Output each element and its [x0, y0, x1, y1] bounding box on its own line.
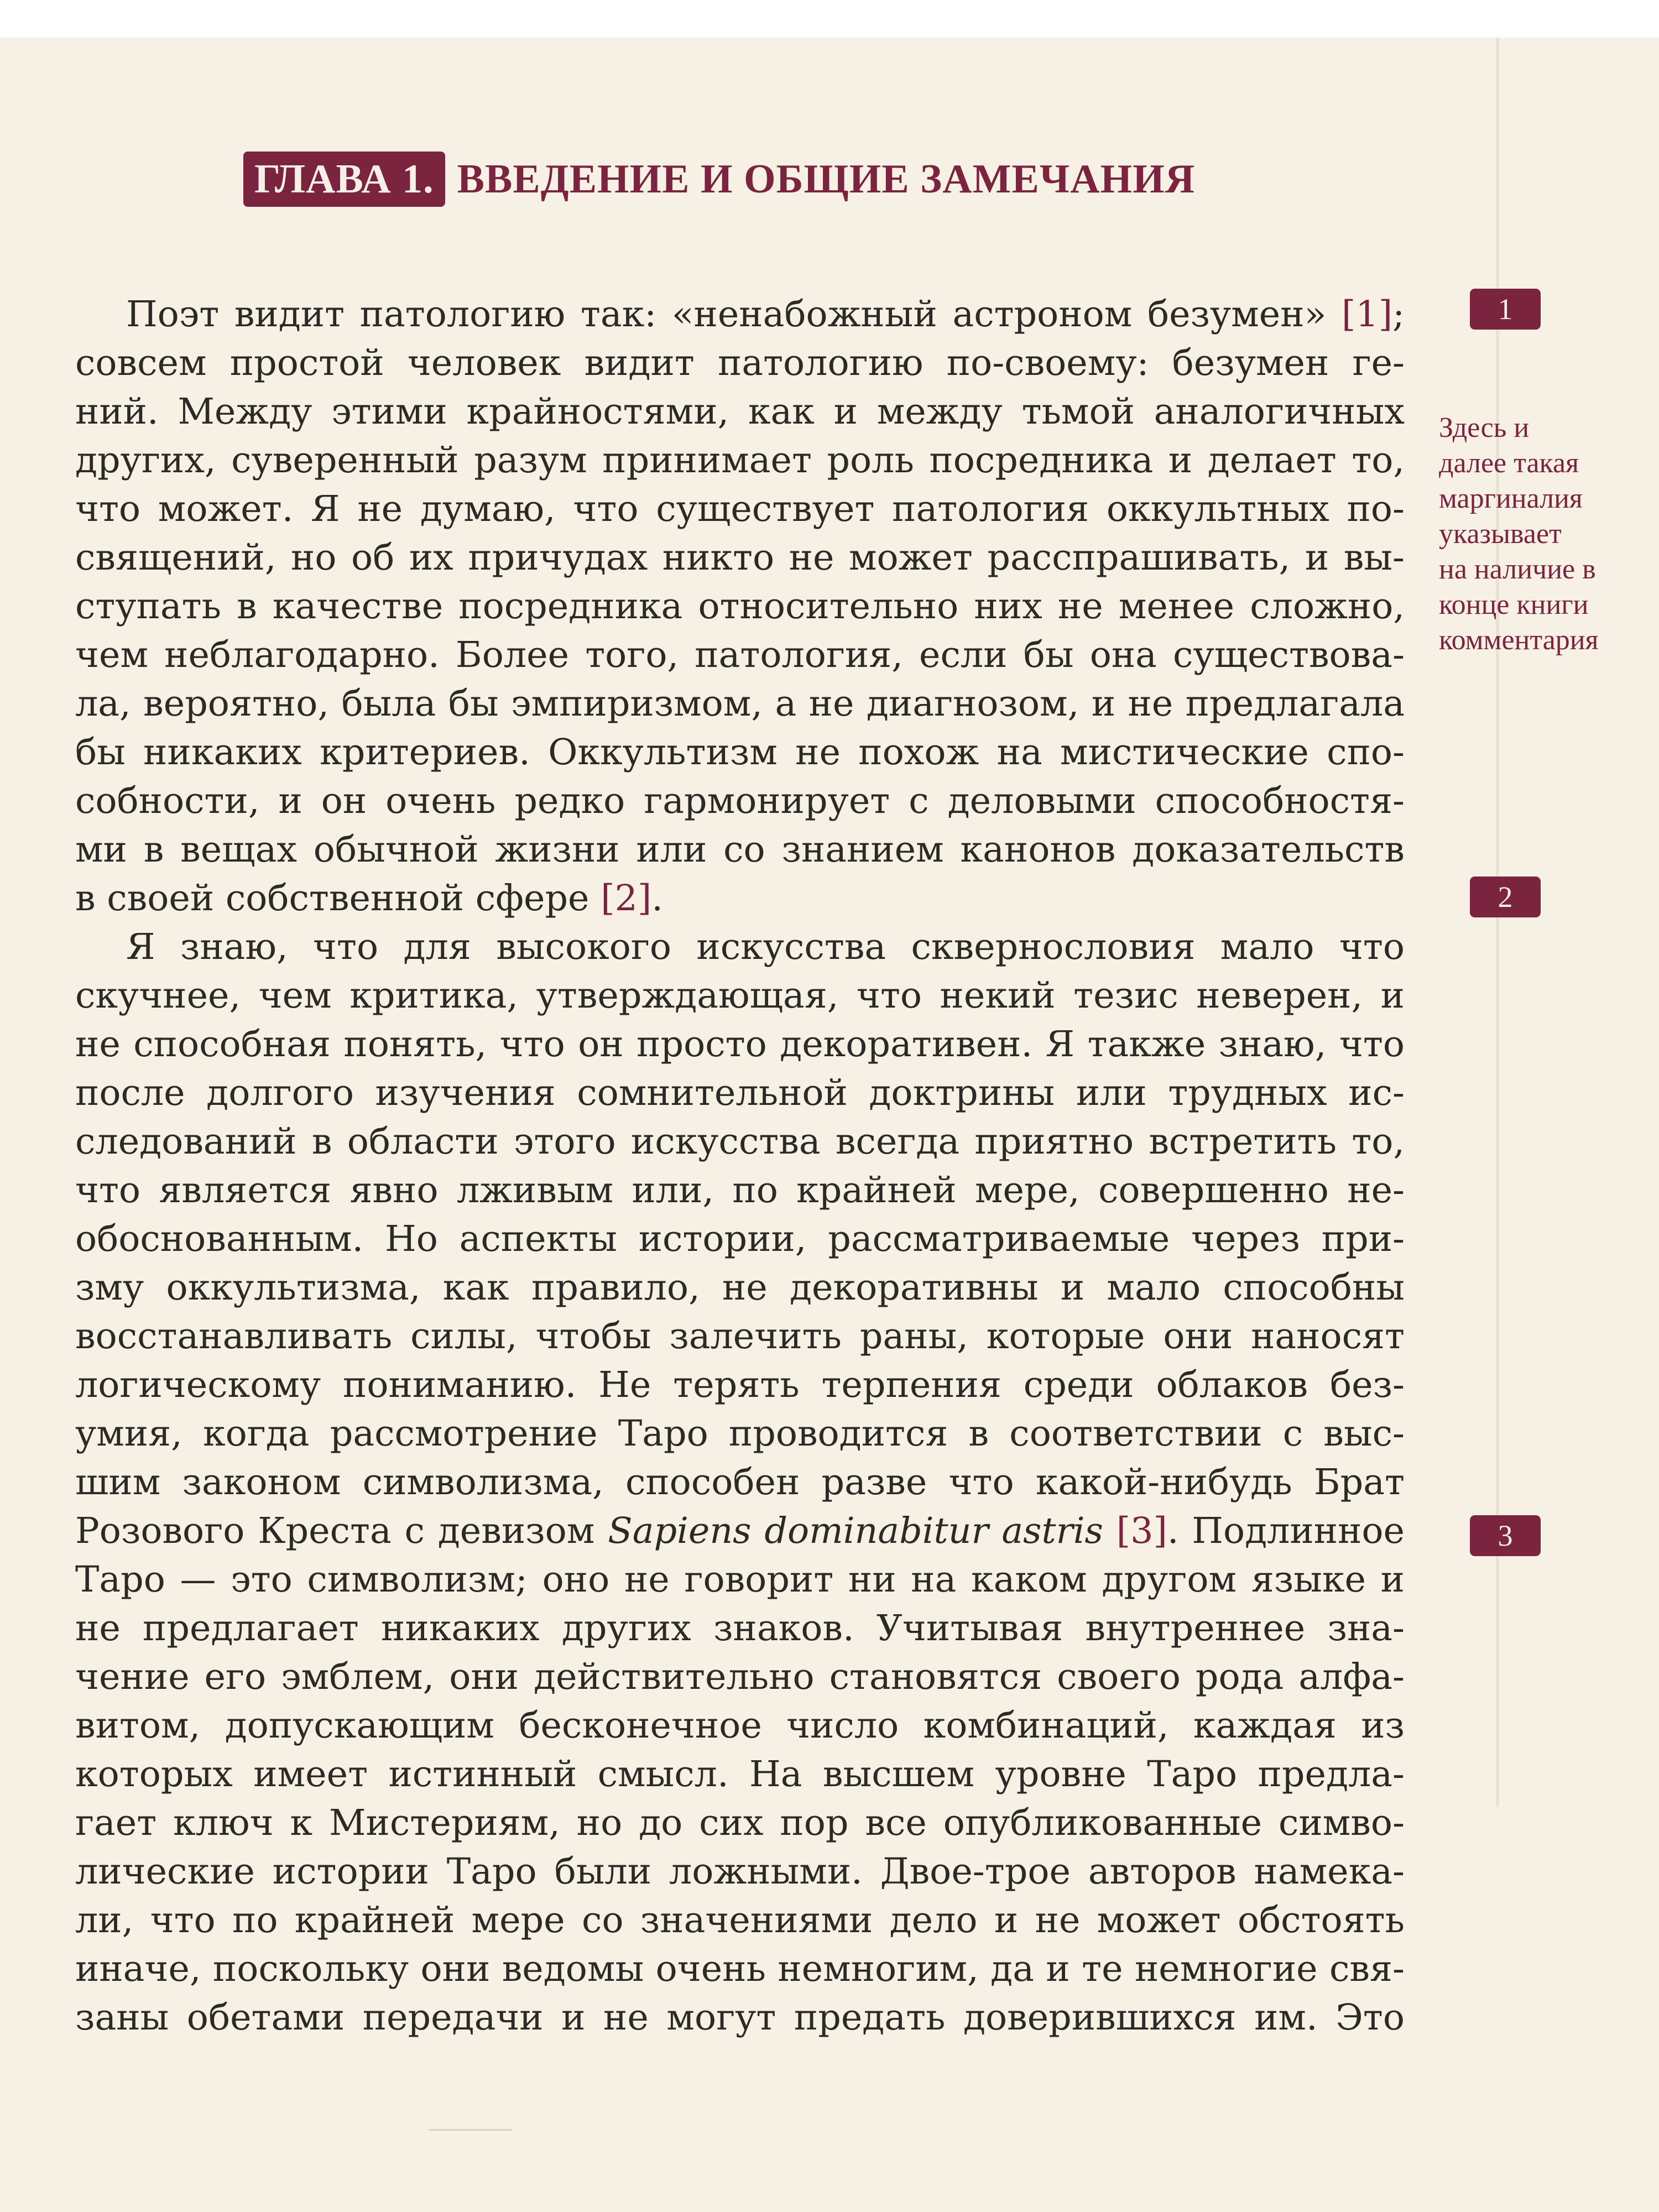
- text-line: после долгого изучения сомнительной доктрины или трудных ис-: [75, 1072, 1405, 1114]
- margin-marker-3: 3: [1470, 1515, 1541, 1556]
- margin-note-line: конце книги: [1439, 589, 1589, 620]
- text-line: лические истории Таро были ложными. Двое-трое авторов намека-: [75, 1851, 1405, 1892]
- margin-note-line: на наличие в: [1439, 554, 1596, 585]
- text-line: ла, вероятно, была бы эмпиризмом, а не диагнозом, и не предлагала: [75, 683, 1405, 724]
- text-line: следований в области этого искусства всегда приятно встретить то,: [75, 1121, 1405, 1162]
- text-line: шим законом символизма, способен разве что какой-нибудь Брат: [75, 1462, 1405, 1503]
- text-line: других, суверенный разум принимает роль посредника и делает то,: [75, 440, 1405, 481]
- text-line: заны обетами передачи и не могут предать доверившихся им. Это: [75, 1997, 1405, 2038]
- chapter-heading: [243, 150, 1195, 208]
- text-line: что является явно лживым или, по крайней мере, совершенно не-: [75, 1170, 1405, 1211]
- text-line: [75, 874, 1405, 923]
- text-line: [75, 1507, 1405, 1556]
- text-line: не предлагает никаких других знаков. Учитывая внутреннее зна-: [75, 1608, 1405, 1649]
- text-line: которых имеет истинный смысл. На высшем уровне Таро предла-: [75, 1754, 1405, 1795]
- margin-note-line: указывает: [1439, 518, 1562, 550]
- text-line: ми в вещах обычной жизни или со знанием канонов доказательств: [75, 829, 1405, 870]
- text-line: Я знаю, что для высокого искусства сквернословия мало что: [126, 926, 1405, 968]
- body-text: [75, 290, 1405, 2042]
- margin-note-line: маргиналия: [1439, 483, 1583, 514]
- text-line: логическому пониманию. Не терять терпения среди облаков без-: [75, 1364, 1405, 1406]
- text-line: зму оккультизма, как правило, не декоративны и мало способны: [75, 1267, 1405, 1308]
- margin-note: [1439, 410, 1649, 658]
- margin-note-line: комментария: [1439, 624, 1599, 656]
- text-line: что может. Я не думаю, что существует патология оккультных по-: [75, 488, 1405, 530]
- text-line: умия, когда рассмотрение Таро проводится в соответствии с выс-: [75, 1413, 1405, 1454]
- text-segment: Розового Креста с девизом: [75, 1510, 595, 1552]
- text-line: не способная понять, что он просто декоративен. Я также знаю, что: [75, 1024, 1405, 1065]
- margin-note-line: далее такая: [1439, 447, 1579, 479]
- chapter-label: ГЛАВА 1.: [243, 152, 445, 207]
- margin-marker-2: 2: [1470, 877, 1541, 917]
- text-line: Таро — это символизм; оно не говорит ни на каком другом языке и: [75, 1559, 1405, 1600]
- chapter-title: ВВЕДЕНИЕ И ОБЩИЕ ЗАМЕЧАНИЯ: [457, 156, 1196, 202]
- text-line: чение его эмблем, они действительно становятся своего рода алфа-: [75, 1656, 1405, 1698]
- page-divider: [429, 2129, 512, 2131]
- text-line: восстанавливать силы, чтобы залечить раны, которые они наносят: [75, 1316, 1405, 1357]
- reference-link-3[interactable]: [3]: [1116, 1510, 1167, 1552]
- text-line: ний. Между этими крайностями, как и между тьмой аналогичных: [75, 391, 1405, 432]
- text-line: скучнее, чем критика, утверждающая, что некий тезис неверен, и: [75, 975, 1405, 1016]
- text-segment: .: [651, 878, 663, 919]
- text-segment: Поэт видит патологию так: «ненабожный астроном безумен»: [126, 294, 1327, 335]
- text-line: ступать в качестве посредника относительно них не менее сложно,: [75, 586, 1405, 627]
- text-line: гает ключ к Мистериям, но до сих пор все опубликованные симво-: [75, 1802, 1405, 1844]
- text-segment: ;: [1392, 294, 1405, 335]
- text-line: ли, что по крайней мере со значениями дело и не может обстоять: [75, 1900, 1405, 1941]
- text-segment: в своей собственной сфере: [75, 878, 589, 919]
- text-line: совсем простой человек видит патологию по-своему: безумен ге-: [75, 342, 1405, 384]
- text-line: обоснованным. Но аспекты истории, рассматриваемые через при-: [75, 1218, 1405, 1260]
- latin-motto: Sapiens dominabitur astris: [608, 1510, 1103, 1552]
- reference-link-2[interactable]: [2]: [601, 878, 652, 919]
- reference-link-1[interactable]: [1]: [1342, 294, 1393, 335]
- text-line: иначе, поскольку они ведомы очень немногим, да и те немногие свя-: [75, 1948, 1405, 1990]
- text-line: собности, и он очень редко гармонирует с деловыми способностя-: [75, 780, 1405, 822]
- text-segment: . Подлинное: [1167, 1510, 1405, 1552]
- text-line: [75, 290, 1405, 339]
- text-line: витом, допускающим бесконечное число комбинаций, каждая из: [75, 1705, 1405, 1746]
- text-line: священий, но об их причудах никто не может расспрашивать, и вы-: [75, 537, 1405, 578]
- margin-note-line: Здесь и: [1439, 412, 1530, 444]
- text-line: чем неблагодарно. Более того, патология, если бы она существова-: [75, 634, 1405, 676]
- text-line: бы никаких критериев. Оккультизм не похож на мистические спо-: [75, 732, 1405, 773]
- margin-marker-1: 1: [1470, 289, 1541, 330]
